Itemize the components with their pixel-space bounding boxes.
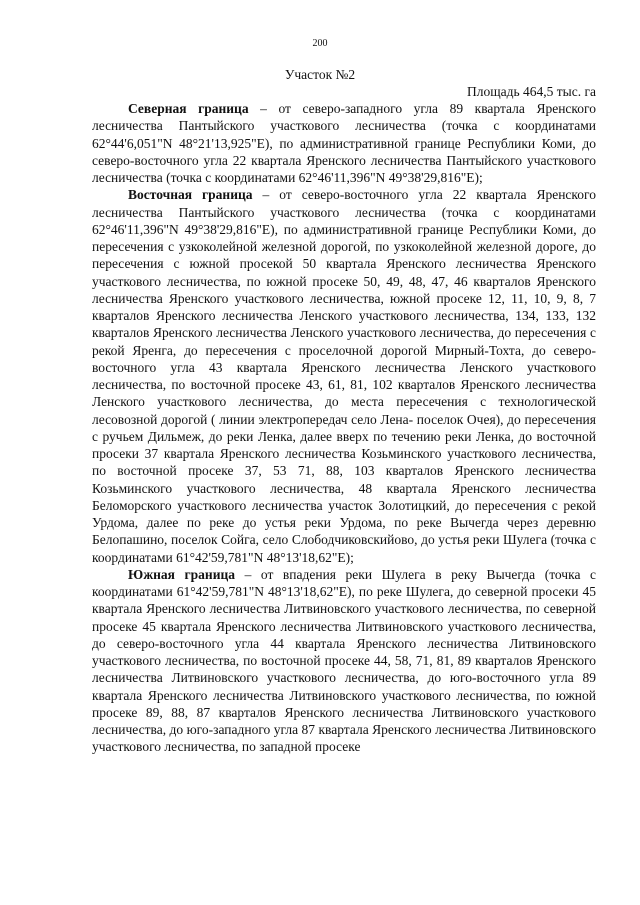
south-border-text: – от впадения реки Шулега в реку Вычегда (точка с координатами 61°42'59,781"N 48°13'18,62"E), по реке Шулега, до северной просеки 45 квартала Яренского лесничества Литвиновского участкового лесничества, по северной просеке 45 квартала Яренского лесничества Литвиновского участкового лесничества, до северо-восточного угла 44 квартала Яренского лесничества Литвиновского участкового лесничества, по восточной просеке 44, 58, 71, 81, 89 кварталов Яренского лесничества Литвиновского участкового лесничества, до юго-восточного угла 89 квартала Яренского лесничества Литвиновского участкового лесничества, по южной просеке 89, 88, 87 кварталов Яренского лесничества Литвиновского участкового лесничества, до юго-западного угла 87 квартала Яренского лесничества Литвиновского участкового лесничества, по западной просеке xyxy=(92,566,596,755)
east-border-heading: Восточная граница xyxy=(128,187,253,203)
south-border-heading: Южная граница xyxy=(128,566,236,582)
document-body xyxy=(92,100,596,756)
paragraph-south-border xyxy=(92,566,596,756)
area-value: Площадь 464,5 тыс. га xyxy=(466,84,596,99)
page-number: 200 xyxy=(312,38,328,49)
paragraph-east-border xyxy=(92,186,596,566)
paragraph-north-border xyxy=(92,100,596,186)
north-border-text: – от северо-западного угла 89 квартала Яренского лесничества Пантыйского участкового лесничества (точка с координатами 62°44'6,051"N 48°21'13,925"E), по административной границе Республики Коми, до северо-восточного угла 22 квартала Яренского лесничества Пантыйского участкового лесничества (точка с координатами 62°46'11,396"N 49°38'29,816"E); xyxy=(92,101,596,185)
north-border-heading: Северная граница xyxy=(128,101,249,116)
east-border-text: – от северо-восточного угла 22 квартала Яренского лесничества Пантыйского участкового лесничества (точка с координатами 62°46'11,396"N 49°38'29,816"E), по административной границе Республики Коми, до пересечения с узкоколейной железной дорогой, по узкоколейной железной дороге, до пересечения с южной просекой 50 квартала Яренского лесничества Яренского участкового лесничества, по южной просеке 50, 49, 48, 47, 46 кварталов Яренского лесничества Яренского участкового лесничества, южной просеке 12, 11, 10, 9, 8, 7 кварталов Яренского лесничества Ленского участкового лесничества, 134, 133, 132 кварталов Яренского лесничества Ленского участкового лесничества, до пересечения с рекой Яренга, до пересечения с проселочной дорогой Мирный-Тохта, до северо-восточного угла 43 квартала Яренского лесничества Ленского участкового лесничества, по восточной просеке 43, 61, 81, 102 кварталов Яренского лесничества Ленского участкового лесничества, до места пересечения с технологической лесовозной дорогой ( линии электропередач село Лена- поселок Очея), до пересечения с ручьем Дильмеж, до реки Ленка, далее вверх по течению реки Ленка, до восточной просеки 37 квартала Яренского лесничества Козьминского участкового лесничества, по восточной просеке 37, 53 71, 88, 103 кварталов Яренского лесничества Козьминского участкового лесничества, 48 квартала Яренского лесничества Беломорского участкового лесничества участок Золотицкий, до пересечения с рекой Урдома, далее по реке до устья реки Урдома, по реке Вычегда через деревню Белопашино, поселок Сойга, село Слободчиковскийово, до устья реки Шулега (точка с координатами 61°42'59,781"N 48°13'18,62"E); xyxy=(92,187,596,565)
section-title: Участок №2 xyxy=(284,67,356,82)
